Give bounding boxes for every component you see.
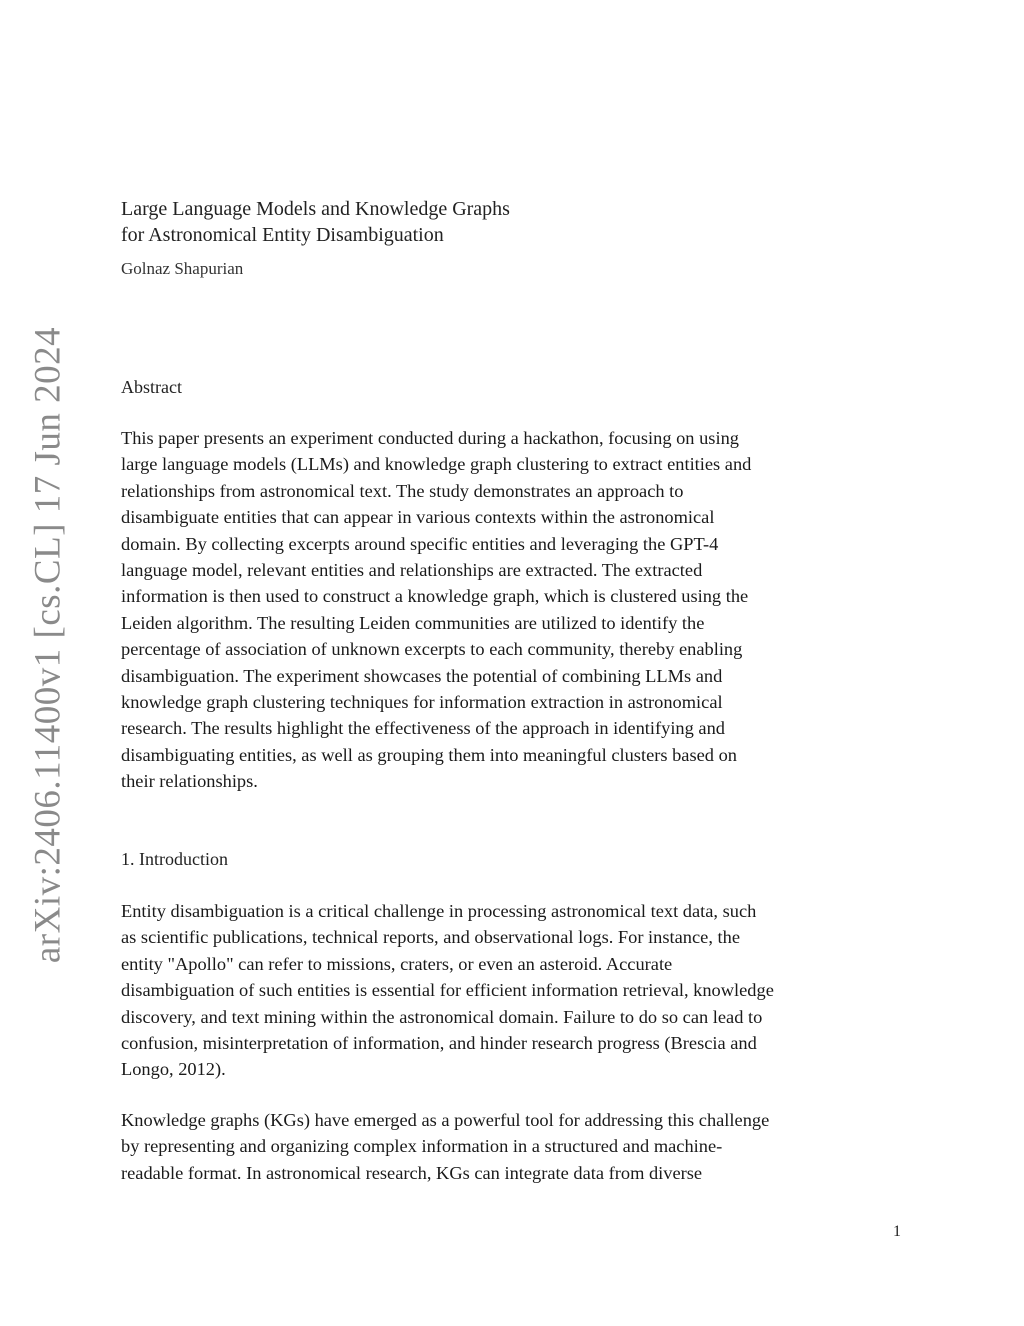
abstract-line: large language models (LLMs) and knowledge graph clustering to extract entities and: [121, 454, 752, 475]
paragraph-line: Knowledge graphs (KGs) have emerged as a powerful tool for addressing this challenge: [121, 1110, 770, 1130]
paragraph-line: confusion, misinterpretation of information, and hinder research progress (Brescia and: [121, 1033, 757, 1054]
abstract-line: knowledge graph clustering techniques for information extraction in astronomical: [121, 692, 723, 713]
abstract-line: percentage of association of unknown excerpts to each community, thereby enabling: [121, 639, 743, 660]
abstract-line: domain. By collecting excerpts around specific entities and leveraging the GPT-4: [121, 533, 719, 554]
abstract-line: relationships from astronomical text. The study demonstrates an approach to: [121, 480, 684, 501]
title-line: for Astronomical Entity Disambiguation: [121, 224, 444, 246]
paragraph-line: Longo, 2012).: [121, 1059, 226, 1080]
abstract-line: their relationships.: [121, 771, 258, 792]
abstract-line: disambiguate entities that can appear in various contexts within the astronomical: [121, 507, 715, 528]
paragraph-line: as scientific publications, technical reports, and observational logs. For instance, the: [121, 927, 740, 948]
paragraph-line: entity "Apollo" can refer to missions, craters, or even an asteroid. Accurate: [121, 953, 673, 974]
abstract-line: disambiguation. The experiment showcases the potential of combining LLMs and: [121, 665, 723, 686]
abstract-line: research. The results highlight the effectiveness of the approach in identifying and: [121, 718, 725, 739]
abstract-line: Leiden algorithm. The resulting Leiden communities are utilized to identify the: [121, 612, 705, 633]
abstract-body: [121, 425, 751, 795]
abstract-line: This paper presents an experiment conducted during a hackathon, focusing on using: [121, 428, 739, 448]
abstract-line: information is then used to construct a knowledge graph, which is clustered using the: [121, 586, 749, 607]
paragraph-line: by representing and organizing complex information in a structured and machine-: [121, 1136, 723, 1157]
introduction-paragraph-1: [121, 898, 774, 1083]
introduction-heading: 1. Introduction: [121, 849, 228, 869]
abstract-line: language model, relevant entities and relationships are extracted. The extracted: [121, 560, 703, 581]
author-name: Golnaz Shapurian: [121, 259, 244, 278]
title-line: Large Language Models and Knowledge Graphs: [121, 198, 510, 220]
abstract-heading: Abstract: [121, 377, 182, 397]
paragraph-line: discovery, and text mining within the astronomical domain. Failure to do so can lead to: [121, 1006, 763, 1027]
introduction-paragraph-2: [121, 1107, 769, 1186]
abstract-line: disambiguating entities, as well as grouping them into meaningful clusters based on: [121, 744, 737, 765]
paragraph-line: readable format. In astronomical research, KGs can integrate data from diverse: [121, 1162, 703, 1183]
arxiv-identifier: arXiv:2406.11400v1 [cs.CL] 17 Jun 2024: [27, 326, 69, 964]
paragraph-line: Entity disambiguation is a critical challenge in processing astronomical text data, such: [121, 901, 757, 921]
page-number: 1: [893, 1223, 901, 1240]
paper-title: [121, 196, 510, 248]
paragraph-line: disambiguation of such entities is essential for efficient information retrieval, knowledge: [121, 980, 774, 1001]
